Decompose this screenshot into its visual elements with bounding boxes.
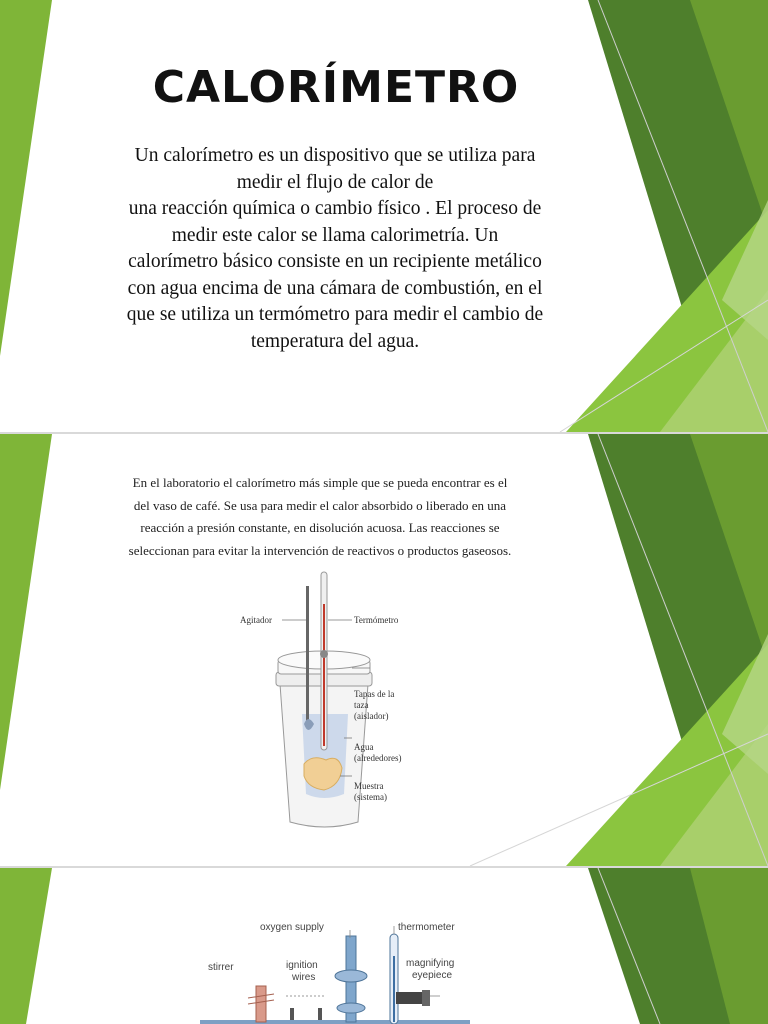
text-line: reacción a presión constante, en disolución acuosa. Las reacciones se	[140, 520, 500, 535]
eyepiece-cap	[422, 990, 430, 1006]
calorimeter-lid	[200, 1020, 470, 1024]
label-agitador: Agitador	[240, 615, 272, 625]
slide-3	[0, 868, 768, 1024]
ignition-wire-left	[290, 1008, 294, 1020]
thermometer-mercury	[323, 604, 325, 746]
text-line: seleccionan para evitar la intervención de reactivos o productos gaseosos.	[128, 542, 512, 558]
slide-1-paragraph	[90, 143, 580, 355]
label-agua-2: (alrededores)	[354, 753, 402, 763]
text-line: calorímetro básico consiste en un recipiente metálico	[128, 251, 542, 272]
coffee-cup-calorimeter-figure	[240, 564, 440, 834]
left-green-triangle	[0, 868, 52, 1024]
label-tapas-1: Tapas de la	[354, 689, 395, 699]
stirrer-rod	[306, 586, 309, 726]
left-green-triangle	[0, 0, 52, 356]
slide-title: CALORÍMETRO	[152, 62, 520, 113]
label-termometro: Termómetro	[354, 615, 399, 625]
bomb-calorimeter-figure	[200, 916, 470, 1024]
label-stirrer: stirrer	[208, 962, 234, 973]
label-ignition-1: ignition	[286, 960, 318, 971]
label-tapas-3: (aislador)	[354, 711, 389, 721]
text-line: medir este calor se llama calorimetría. Un	[171, 224, 499, 246]
label-oxygen-supply: oxygen supply	[260, 922, 324, 933]
label-agua-1: Agua	[354, 742, 374, 752]
label-magnifying-2: eyepiece	[412, 970, 453, 981]
magnifying-eyepiece	[396, 992, 426, 1004]
thermometer-clip	[320, 650, 328, 658]
text-line: Un calorímetro es un dispositivo que se utiliza para	[134, 145, 536, 166]
left-green-triangle	[0, 434, 52, 790]
ignition-wire-right	[318, 1008, 322, 1020]
text-line: que se utiliza un termómetro para medir el cambio de	[126, 304, 544, 325]
label-thermometer: thermometer	[398, 922, 455, 933]
oxygen-valve	[335, 970, 367, 982]
text-line: En el laboratorio el calorímetro más simple que se pueda encontrar es el	[132, 475, 508, 490]
stirrer-shaft	[256, 986, 266, 1022]
label-ignition-2: wires	[292, 972, 316, 983]
text-line: una reacción química o cambio físico . El proceso de	[128, 198, 542, 219]
coffee-cup-calorimeter-drawing	[240, 564, 440, 834]
slide-1	[0, 0, 768, 432]
slide-2-paragraph	[70, 472, 570, 562]
text-line: del vaso de café. Se usa para medir el calor absorbido o liberado en una	[133, 497, 507, 513]
text-line: medir el flujo de calor de	[236, 171, 434, 193]
slide-2	[0, 434, 768, 866]
label-tapas-2: taza	[354, 700, 369, 710]
text-line: temperatura del agua.	[250, 330, 420, 352]
label-magnifying-1: magnifying	[406, 958, 455, 969]
label-muestra-2: (sistema)	[354, 792, 387, 802]
thermometer-scale	[393, 956, 395, 1022]
text-line: con agua encima de una cámara de combustión, en el	[127, 277, 543, 299]
oxygen-flange	[337, 1003, 365, 1013]
label-muestra-1: Muestra	[354, 781, 384, 791]
